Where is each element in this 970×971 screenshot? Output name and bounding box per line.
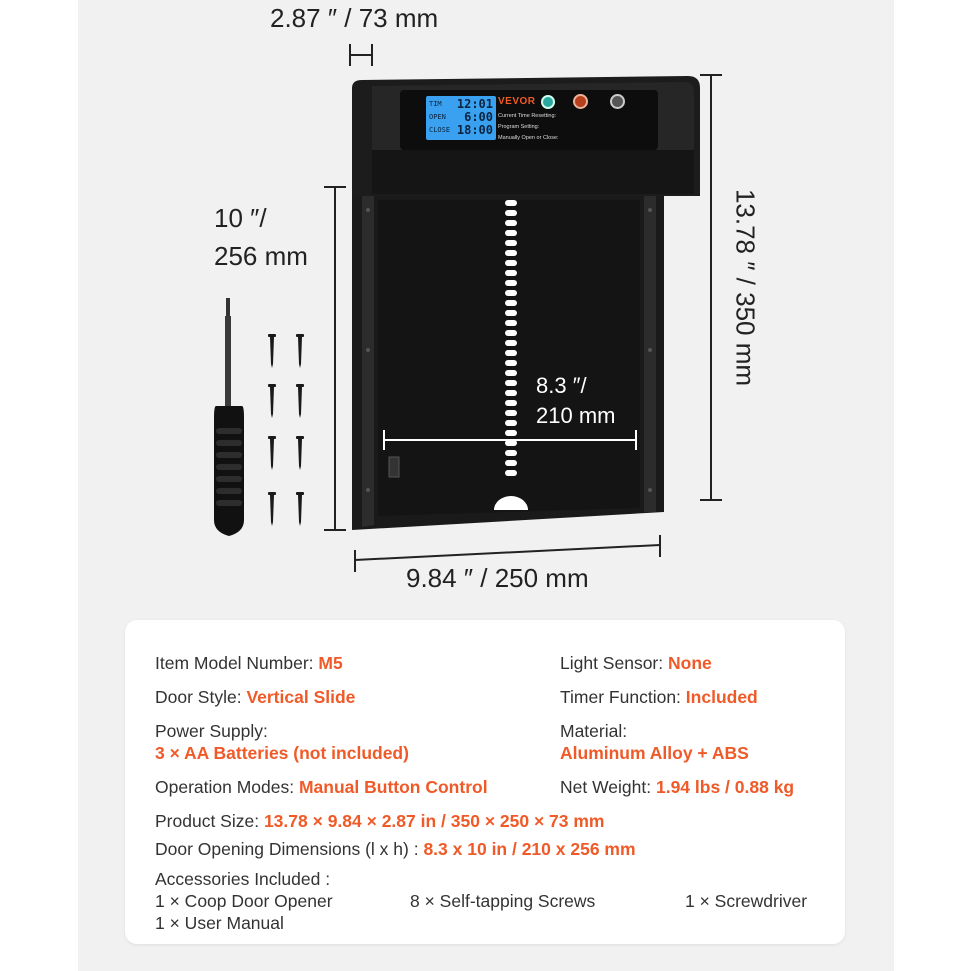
spec-timer-label: Timer Function: <box>560 687 681 707</box>
accessory-item: 1 × User Manual <box>155 913 284 933</box>
screwdriver-icon <box>204 298 254 548</box>
spec-modes-label: Operation Modes: <box>155 777 295 797</box>
total-height-label: 13.78 ″ / 350 mm <box>730 188 761 387</box>
depth-dimension-label: 2.87 ″ / 73 mm <box>270 3 439 33</box>
spec-door-style <box>155 686 355 708</box>
spec-timer <box>560 686 758 708</box>
lcd-screen <box>426 96 496 140</box>
instruction-line-3: Manually Open or Close: <box>498 135 559 141</box>
spec-weight-value: 1.94 lbs / 0.88 kg <box>655 777 795 797</box>
opening-width-label-line1: 8.3 ″/ <box>536 373 587 398</box>
lcd-value-close: 18:00 <box>456 123 493 137</box>
spec-net-weight <box>560 776 794 798</box>
spec-power-value <box>155 742 409 764</box>
spec-modes-value: Manual Button Control <box>298 777 488 797</box>
spec-model <box>155 652 343 674</box>
door-height-label-line2: 256 mm <box>214 241 308 271</box>
screws-icon <box>262 330 322 540</box>
lcd-tag-time: TIM <box>429 100 442 108</box>
depth-dimension-marker <box>350 44 372 66</box>
mode-button[interactable] <box>610 94 625 109</box>
spec-product-size <box>155 810 605 832</box>
power-button[interactable] <box>573 94 588 109</box>
door-height-dimension-line <box>324 187 346 530</box>
lcd-value-time: 12:01 <box>456 97 493 111</box>
spec-material-value-text: Aluminum Alloy + ABS <box>560 743 749 763</box>
spec-power-value-text: 3 × AA Batteries (not included) <box>155 743 409 763</box>
spec-material-label: Material: <box>560 721 628 741</box>
set-button[interactable] <box>541 95 555 109</box>
spec-weight-label: Net Weight: <box>560 777 652 797</box>
opening-width-label-line2: 210 mm <box>536 403 616 428</box>
spec-door-style-label: Door Style: <box>155 687 242 707</box>
total-width-label: 9.84 ″ / 250 mm <box>406 563 589 593</box>
spec-operation-modes <box>155 776 488 798</box>
accessory-item: 1 × Coop Door Opener <box>155 891 333 911</box>
spec-size-value: 13.78 × 9.84 × 2.87 in / 350 × 250 × 73 mm <box>263 811 605 831</box>
spec-door-style-value: Vertical Slide <box>246 687 356 707</box>
brand-logo: VEVOR <box>498 96 536 107</box>
lcd-tag-open: OPEN <box>429 113 446 121</box>
spec-model-value: M5 <box>318 653 343 673</box>
door-height-label-line1: 10 ″/ <box>214 203 267 233</box>
instruction-line-1: Current Time Resetting: <box>498 113 557 119</box>
total-height-dimension-line <box>700 75 722 500</box>
spec-opening-value: 8.3 x 10 in / 210 x 256 mm <box>423 839 636 859</box>
spec-power-label: Power Supply: <box>155 721 268 741</box>
spec-light-label: Light Sensor: <box>560 653 664 673</box>
lcd-tag-close: CLOSE <box>429 126 451 134</box>
instruction-line-2: Program Setting: <box>498 124 540 130</box>
lcd-value-open: 6:00 <box>464 110 493 124</box>
spec-timer-value: Included <box>685 687 758 707</box>
spec-model-label: Item Model Number: <box>155 653 314 673</box>
spec-light-sensor <box>560 652 712 674</box>
spec-door-opening <box>155 838 636 860</box>
spec-light-value: None <box>668 653 712 673</box>
accessory-item: 8 × Self-tapping Screws <box>410 891 596 911</box>
accessory-item: 1 × Screwdriver <box>685 891 808 911</box>
spec-opening-label: Door Opening Dimensions (l x h) : <box>155 839 419 859</box>
spec-size-label: Product Size: <box>155 811 260 831</box>
spec-accessories-label: Accessories Included : <box>155 869 331 889</box>
spec-material-value <box>560 742 749 764</box>
